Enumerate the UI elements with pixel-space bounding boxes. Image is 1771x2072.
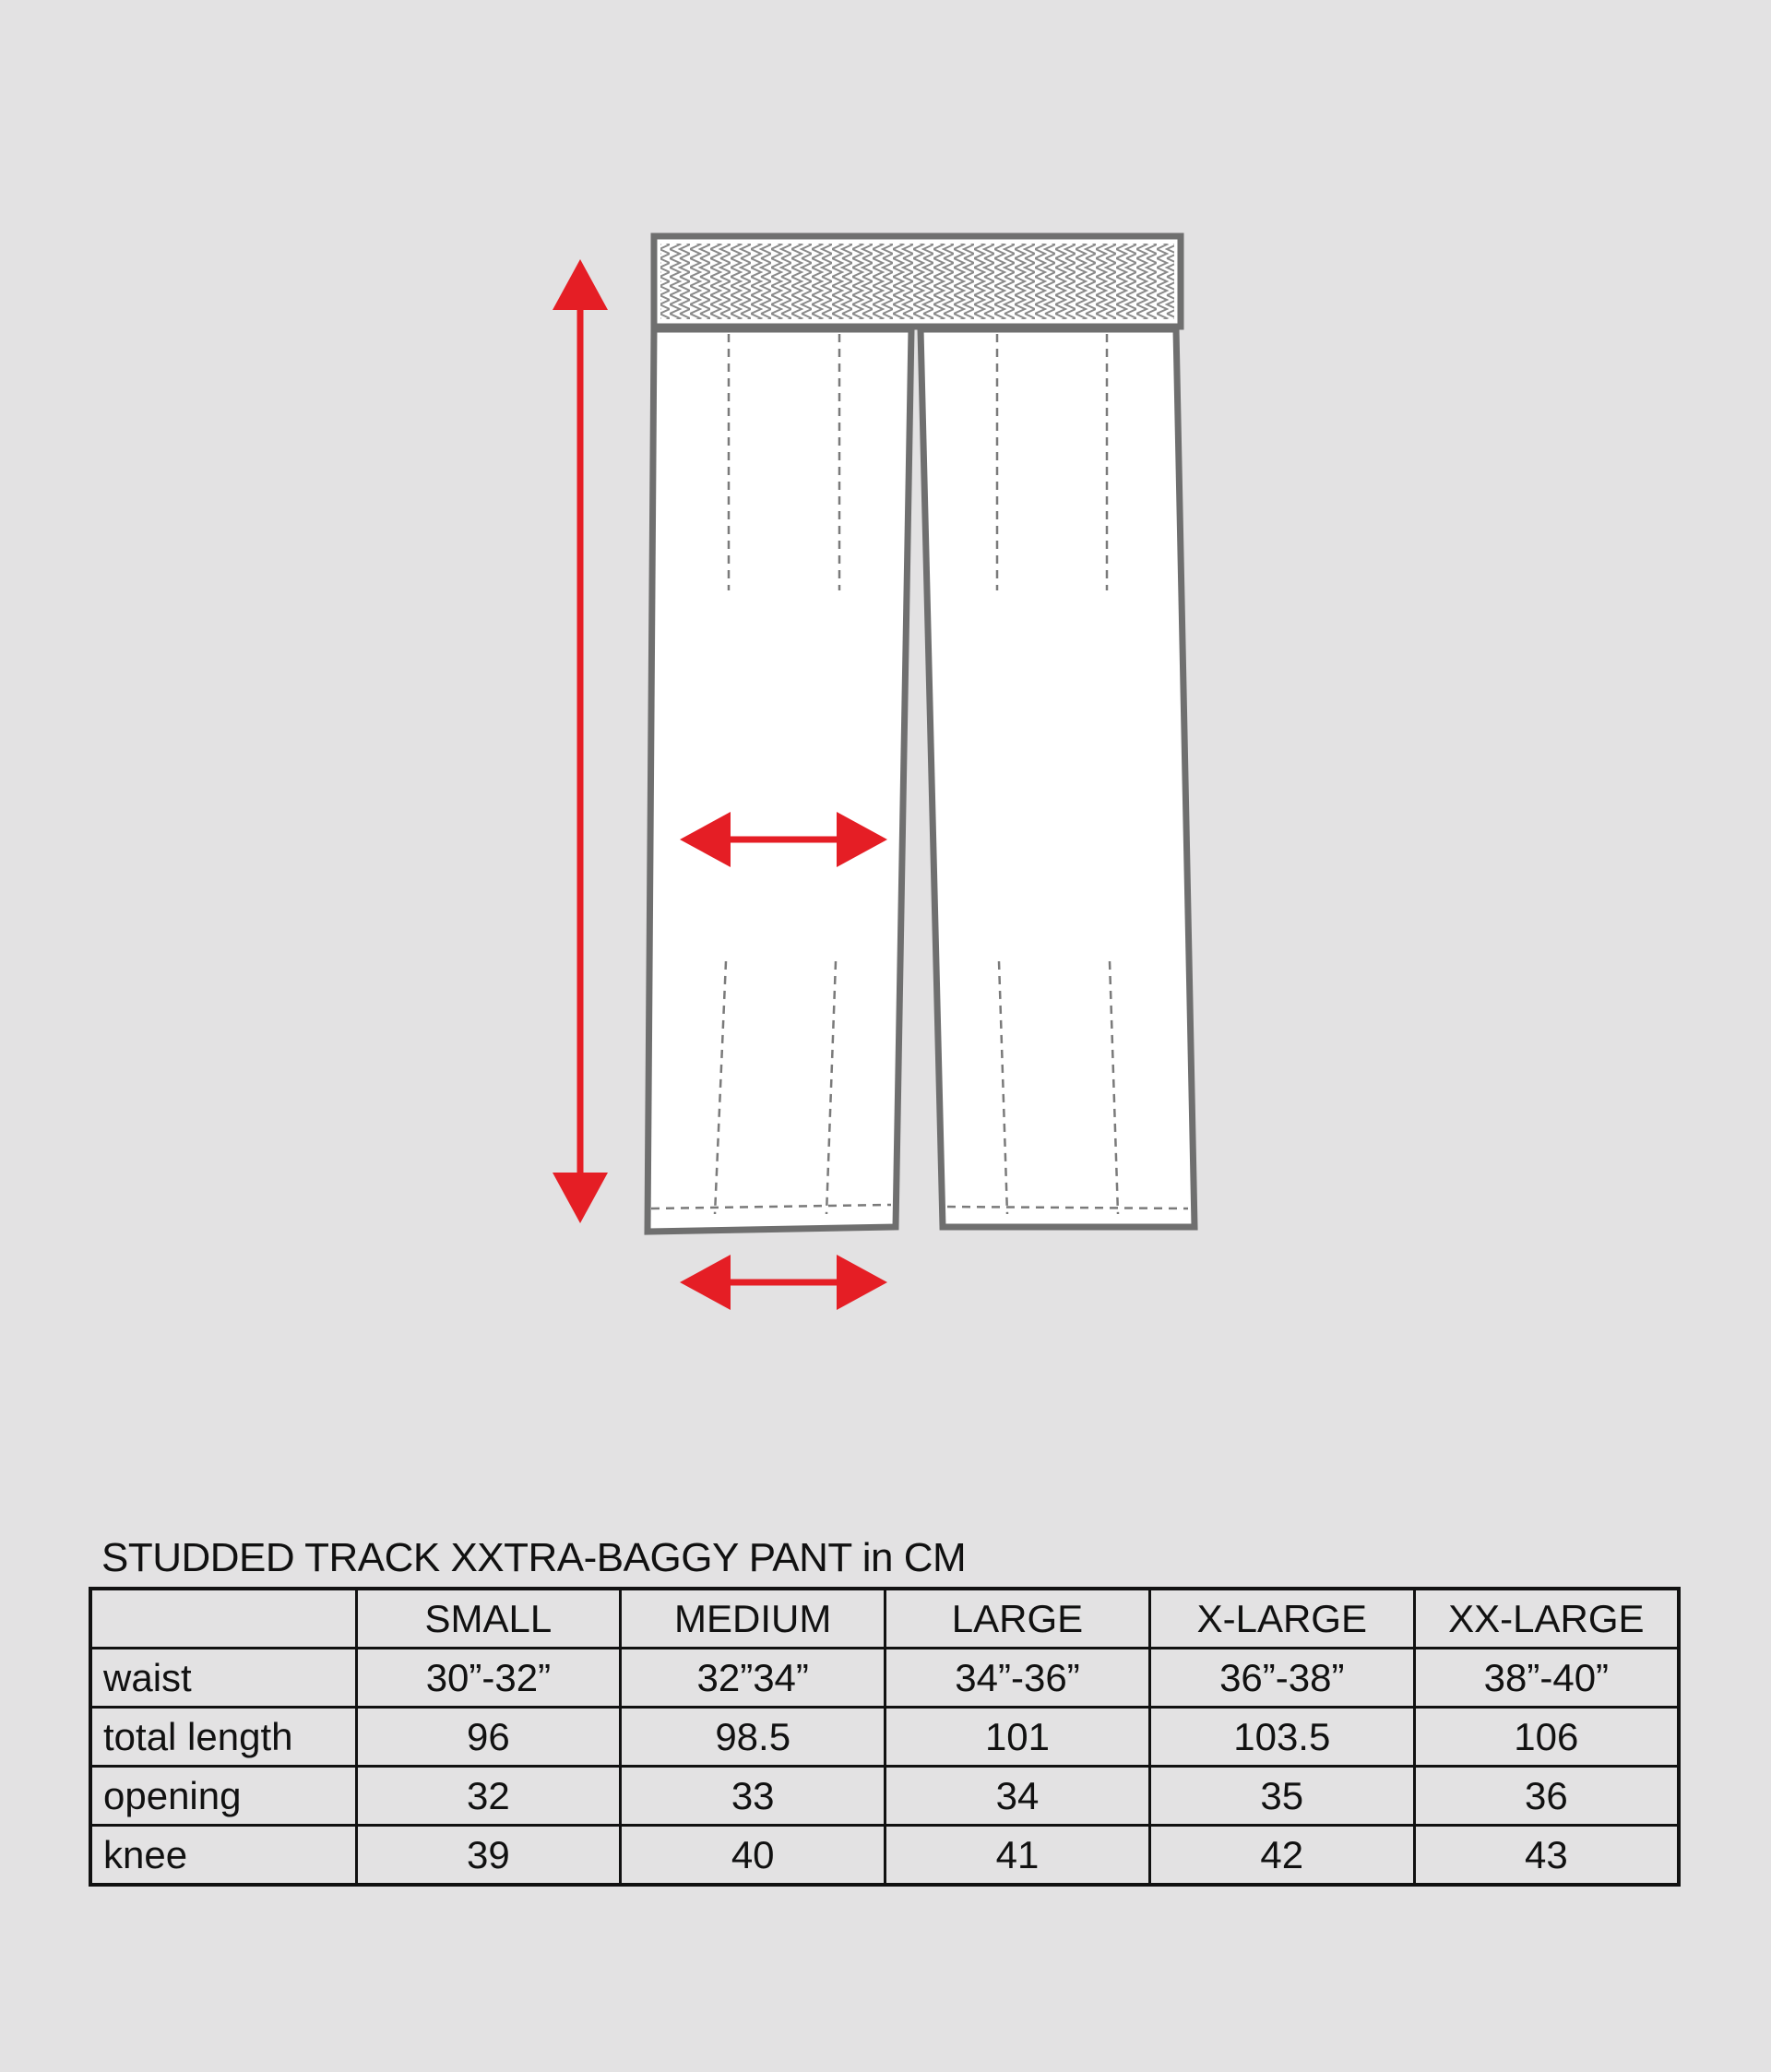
table-cell: 36 (1414, 1767, 1679, 1826)
table-row (90, 1826, 1679, 1886)
table-cell: 32”34” (621, 1649, 886, 1708)
table-cell: 34”-36” (886, 1649, 1150, 1708)
size-chart-title: STUDDED TRACK XXTRA-BAGGY PANT in CM (101, 1535, 967, 1580)
right-leg (921, 329, 1195, 1227)
size-chart-table (89, 1587, 1681, 1887)
table-cell: 43 (1414, 1826, 1679, 1886)
table-row (90, 1649, 1679, 1708)
table-cell: 36”-38” (1149, 1649, 1414, 1708)
table-row (90, 1767, 1679, 1826)
table-cell: 38”-40” (1414, 1649, 1679, 1708)
table-cell: 40 (621, 1826, 886, 1886)
table-cell: 42 (1149, 1826, 1414, 1886)
waistband-chevron-pattern (660, 244, 1174, 319)
table-cell: 32 (356, 1767, 621, 1826)
table-header-cell (90, 1589, 356, 1649)
table-cell: 30”-32” (356, 1649, 621, 1708)
table-header-cell: LARGE (886, 1589, 1150, 1649)
table-cell: 33 (621, 1767, 886, 1826)
row-label: knee (90, 1826, 356, 1886)
row-label: opening (90, 1767, 356, 1826)
table-cell: 103.5 (1149, 1708, 1414, 1767)
table-header-cell: SMALL (356, 1589, 621, 1649)
table-cell: 106 (1414, 1708, 1679, 1767)
table-header-cell: X-LARGE (1149, 1589, 1414, 1649)
table-header-cell: XX-LARGE (1414, 1589, 1679, 1649)
table-header-cell: MEDIUM (621, 1589, 886, 1649)
table-cell: 98.5 (621, 1708, 886, 1767)
total-length-arrow (553, 259, 608, 1223)
opening-arrow (680, 1255, 887, 1310)
table-cell: 101 (886, 1708, 1150, 1767)
table-cell: 96 (356, 1708, 621, 1767)
table-row (90, 1708, 1679, 1767)
table-cell: 35 (1149, 1767, 1414, 1826)
left-leg (648, 329, 911, 1232)
table-header-row (90, 1589, 1679, 1649)
table-cell: 41 (886, 1826, 1150, 1886)
row-label: waist (90, 1649, 356, 1708)
table-cell: 39 (356, 1826, 621, 1886)
table-cell: 34 (886, 1767, 1150, 1826)
row-label: total length (90, 1708, 356, 1767)
waistband (654, 236, 1181, 327)
